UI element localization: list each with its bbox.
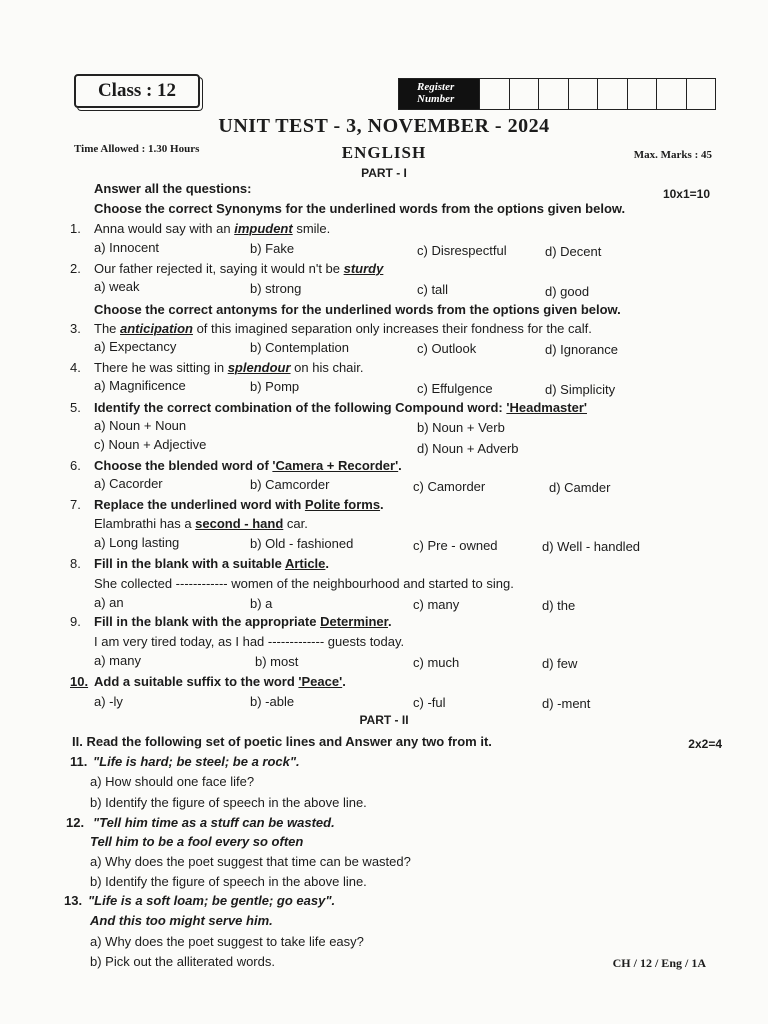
question-sentence: I am very tired today, as I had ------------- guests today.	[94, 634, 405, 649]
option-d: d) Ignorance	[545, 342, 618, 357]
footer-code: CH / 12 / Eng / 1A	[612, 956, 706, 970]
question-text: Our father rejected it, saying it would n't be sturdy	[94, 261, 384, 276]
option-b: b) -able	[250, 694, 295, 709]
register-cell[interactable]	[686, 79, 716, 109]
question-text: Add a suitable suffix to the word 'Peace'.	[94, 674, 346, 689]
option-b: b) Contemplation	[250, 340, 349, 355]
max-marks: Max. Marks : 45	[633, 149, 712, 161]
register-number-box	[398, 78, 716, 110]
register-label-line-2: Number	[417, 93, 455, 105]
question-number: 6.	[70, 458, 81, 473]
sub-question: b) Identify the figure of speech in the above line.	[90, 795, 367, 810]
part-2-marks: 2x2=4	[688, 737, 722, 751]
question-text: Anna would say with an impudent smile.	[94, 221, 331, 236]
option-c: c) many	[413, 597, 460, 612]
question-sentence: Elambrathi has a second - hand car.	[94, 516, 308, 531]
question-number: 7.	[70, 497, 81, 512]
option-b: b) Pomp	[250, 379, 300, 394]
subject-title: ENGLISH	[341, 143, 427, 162]
option-c: c) Outlook	[417, 341, 477, 356]
register-cell[interactable]	[568, 79, 598, 109]
antonym-instruction: Choose the correct antonyms for the underlined words from the options given below.	[94, 302, 621, 317]
register-number-label	[399, 79, 479, 109]
sub-question: a) How should one face life?	[90, 774, 255, 789]
part-1-heading: PART - I	[361, 166, 407, 180]
option-d: d) -ment	[542, 696, 591, 711]
part-2-instruction: II. Read the following set of poetic lines and Answer any two from it.	[72, 734, 492, 749]
option-d: d) few	[542, 656, 578, 671]
option-d: d) Simplicity	[545, 382, 616, 397]
question-number: 9.	[70, 614, 81, 629]
option-a: a) an	[94, 595, 124, 610]
option-a: a) Noun + Noun	[94, 418, 187, 433]
register-cell[interactable]	[509, 79, 539, 109]
question-text: Identify the correct combination of the following Compound word: 'Headmaster'	[94, 400, 587, 415]
question-number: 8.	[70, 556, 81, 571]
question-text: Fill in the blank with the appropriate Determiner.	[94, 614, 392, 629]
option-b: b) Fake	[250, 241, 295, 256]
option-a: a) Long lasting	[94, 535, 180, 550]
register-cell[interactable]	[627, 79, 657, 109]
option-c: c) tall	[417, 282, 449, 297]
question-number: 12.	[66, 815, 85, 830]
option-b: b) Camcorder	[250, 477, 330, 492]
option-c: c) Disrespectful	[417, 243, 507, 258]
question-number: 11.	[70, 754, 88, 769]
register-label-line-1: Register	[417, 81, 455, 93]
poetic-line: "Life is a soft loam; be gentle; go easy".	[88, 893, 336, 908]
sub-question: a) Why does the poet suggest to take life easy?	[90, 934, 364, 949]
part-1-marks: 10x1=10	[662, 187, 710, 201]
poetic-line: Tell him to be a fool every so often	[90, 834, 304, 849]
option-d: d) Well - handled	[542, 539, 641, 554]
question-number: 1.	[70, 221, 81, 236]
synonym-instruction: Choose the correct Synonyms for the underlined words from the options given below.	[94, 201, 626, 216]
option-b: b) strong	[250, 281, 302, 296]
sub-question: b) Identify the figure of speech in the above line.	[90, 874, 367, 889]
part-1-instruction: Answer all the questions:	[94, 181, 252, 196]
question-text: Replace the underlined word with Polite forms.	[94, 497, 384, 512]
poetic-line: And this too might serve him.	[90, 913, 273, 928]
time-allowed: Time Allowed : 1.30 Hours	[74, 143, 200, 155]
question-text: Choose the blended word of 'Camera + Recorder'.	[94, 458, 402, 473]
option-c: c) -ful	[413, 695, 446, 710]
option-b: b) Old - fashioned	[250, 536, 354, 551]
question-number: 4.	[70, 360, 81, 375]
exam-title: UNIT TEST - 3, NOVEMBER - 2024	[218, 115, 550, 137]
question-number	[70, 674, 88, 690]
part-2-heading: PART - II	[359, 713, 409, 727]
option-a: a) weak	[94, 279, 140, 294]
question-text: The anticipation of this imagined separation only increases their fondness for the calf.	[94, 321, 592, 336]
option-a: a) -ly	[94, 694, 123, 709]
poetic-line: "Life is hard; be steel; be a rock".	[93, 754, 300, 769]
option-b: b) a	[250, 596, 273, 611]
option-c: c) Camorder	[413, 479, 486, 494]
option-c: c) Pre - owned	[413, 538, 498, 553]
option-a: a) many	[94, 653, 141, 668]
option-b: b) most	[255, 654, 299, 669]
option-c: c) much	[413, 655, 460, 670]
option-d: d) good	[545, 284, 590, 299]
register-cell[interactable]	[479, 79, 509, 109]
option-d: d) Camder	[549, 480, 611, 495]
option-c: c) Effulgence	[417, 381, 493, 396]
option-c: c) Noun + Adjective	[94, 437, 207, 452]
question-text: Fill in the blank with a suitable Article.	[94, 556, 330, 571]
option-d: d) Noun + Adverb	[417, 441, 519, 456]
question-number: 13.	[64, 893, 83, 908]
register-cell[interactable]	[597, 79, 627, 109]
option-a: a) Cacorder	[94, 476, 163, 491]
class-label: Class : 12	[74, 74, 200, 108]
option-a: a) Expectancy	[94, 339, 177, 354]
register-cell[interactable]	[538, 79, 568, 109]
sub-question: b) Pick out the alliterated words.	[90, 954, 275, 969]
option-b: b) Noun + Verb	[417, 420, 505, 435]
question-number: 3.	[70, 321, 81, 336]
question-number: 2.	[70, 261, 81, 276]
poetic-line: "Tell him time as a stuff can be wasted.	[93, 815, 335, 830]
question-number: 5.	[70, 400, 81, 415]
question-text: There he was sitting in splendour on his chair.	[94, 360, 364, 375]
option-a: a) Innocent	[94, 240, 160, 255]
sub-question: a) Why does the poet suggest that time can be wasted?	[90, 854, 411, 869]
option-d: d) Decent	[545, 244, 602, 259]
register-cell[interactable]	[656, 79, 686, 109]
question-number-label: 10.	[70, 674, 89, 689]
question-sentence: She collected ------------ women of the neighbourhood and started to sing.	[94, 576, 514, 591]
option-a: a) Magnificence	[94, 378, 186, 393]
option-d: d) the	[542, 598, 576, 613]
